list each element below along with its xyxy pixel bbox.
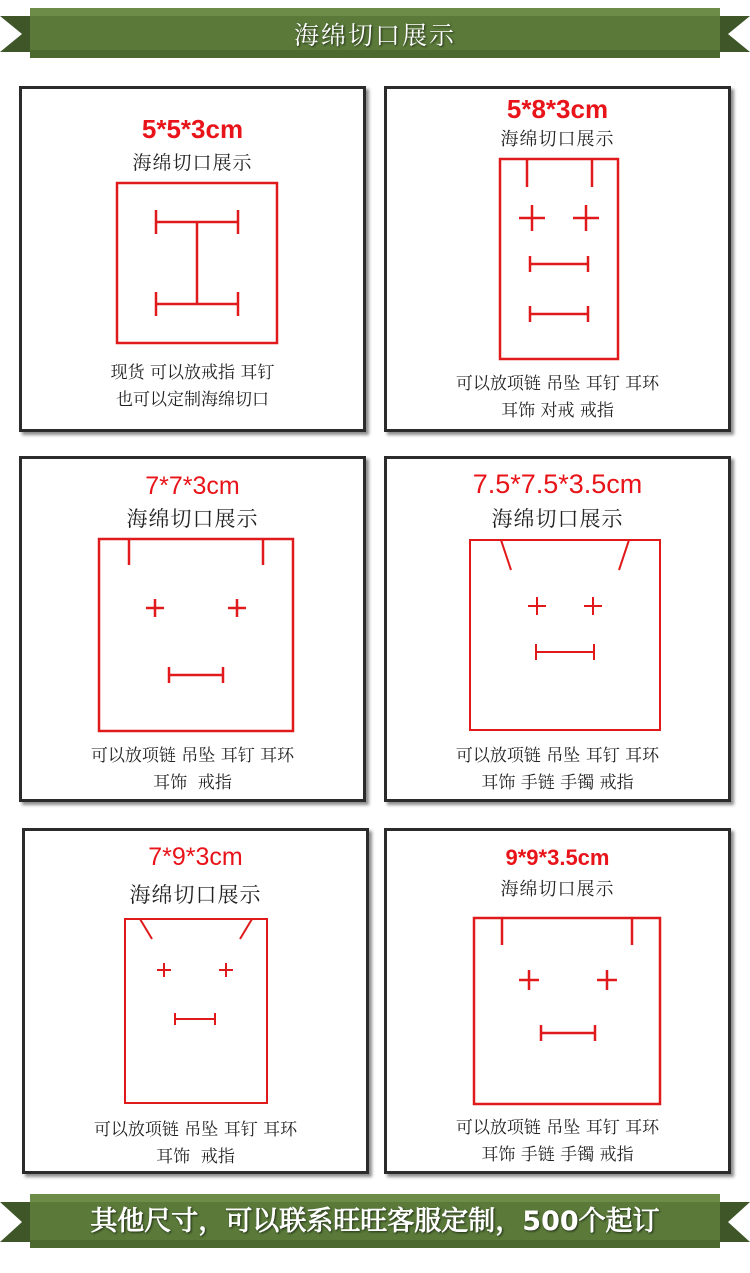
foam-cut-diagram	[468, 538, 664, 734]
card-desc-line1: 可以放项链 吊坠 耳钉 耳环	[455, 1118, 660, 1138]
card-7x7x3	[19, 456, 366, 802]
card-subtitle: 海绵切口展示	[132, 152, 253, 174]
card-5x8x3	[384, 86, 731, 432]
card-desc-line1: 可以放项链 吊坠 耳钉 耳环	[93, 1120, 298, 1140]
header-title: 海绵切口展示	[293, 21, 456, 50]
card-subtitle: 海绵切口展示	[500, 879, 615, 900]
card-desc-line2: 耳饰 手链 手镯 戒指	[481, 1145, 634, 1165]
card-desc-line1: 可以放项链 吊坠 耳钉 耳环	[455, 374, 660, 394]
foam-cut-diagram	[114, 180, 282, 348]
card-desc-line2: 耳饰 戒指	[156, 1147, 235, 1167]
card-size-label: 9*9*3.5cm	[505, 845, 610, 870]
card-size-label: 5*8*3cm	[506, 94, 609, 124]
card-subtitle: 海绵切口展示	[126, 507, 259, 531]
footer-banner	[0, 1186, 750, 1256]
card-desc-line2: 耳饰 手链 手镯 戒指	[481, 773, 634, 793]
foam-cut-diagram	[123, 917, 271, 1105]
card-desc-line1: 可以放项链 吊坠 耳钉 耳环	[90, 746, 295, 766]
card-desc-line2: 耳饰 戒指	[153, 773, 232, 793]
card-desc-line1: 现货 可以放戒指 耳钉	[110, 363, 275, 383]
card-desc-line2: 耳饰 对戒 戒指	[501, 401, 614, 421]
card-subtitle: 海绵切口展示	[129, 883, 262, 907]
foam-cut-diagram	[497, 156, 621, 362]
foam-cut-diagram	[96, 536, 296, 734]
card-desc-line1: 可以放项链 吊坠 耳钉 耳环	[455, 746, 660, 766]
card-desc-line2: 也可以定制海绵切口	[116, 390, 269, 410]
card-subtitle: 海绵切口展示	[491, 507, 624, 531]
card-9x9x3-5	[384, 828, 731, 1174]
card-subtitle: 海绵切口展示	[500, 129, 615, 150]
card-7x9x3	[22, 828, 369, 1174]
card-size-label: 5*5*3cm	[141, 114, 244, 144]
foam-cut-diagram	[471, 915, 663, 1107]
card-size-label: 7.5*7.5*3.5cm	[472, 469, 643, 499]
card-5x5x3	[19, 86, 366, 432]
card-size-label: 7*9*3cm	[148, 843, 243, 871]
footer-text: 其他尺寸，可以联系旺旺客服定制，500个起订	[90, 1206, 660, 1237]
card-7-5x7-5x3-5	[384, 456, 731, 802]
header-banner	[0, 2, 750, 66]
card-size-label: 7*7*3cm	[145, 472, 240, 500]
